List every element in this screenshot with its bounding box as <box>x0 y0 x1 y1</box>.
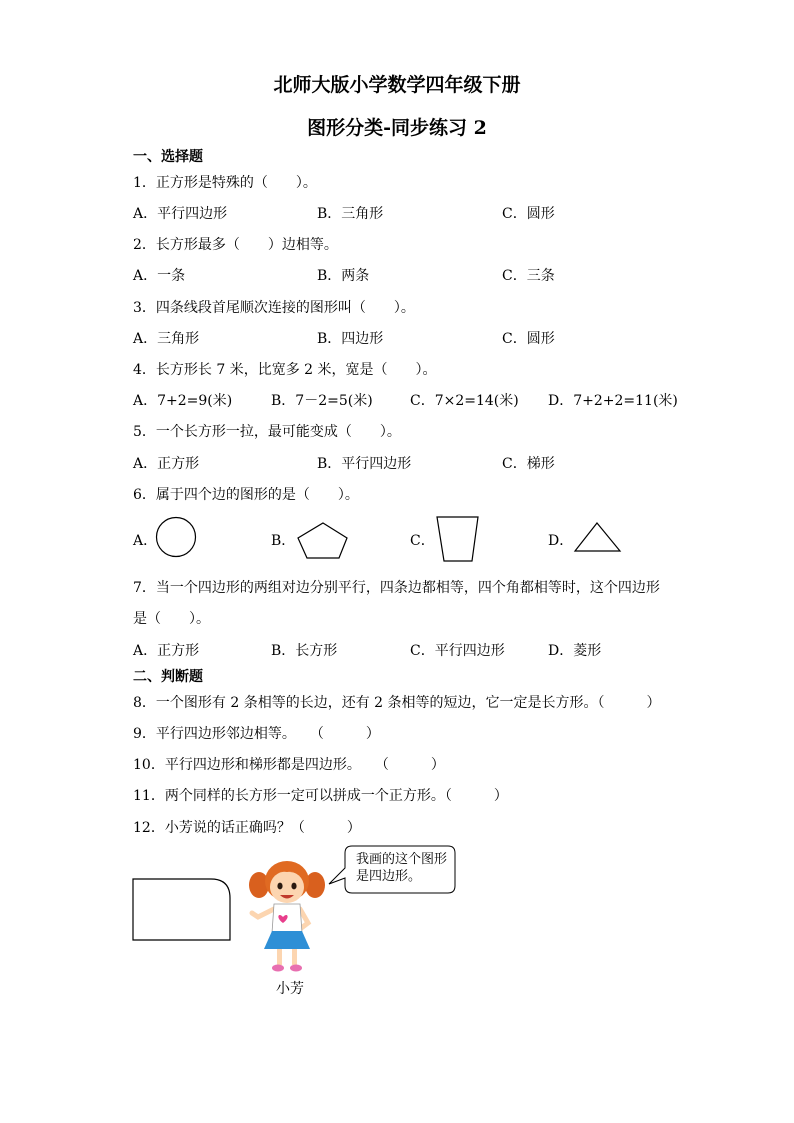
trapezoid-shape <box>435 514 481 564</box>
option-3b: B．四边形 <box>317 331 384 347</box>
option-6b-label: B． <box>271 533 296 549</box>
pentagon-shape <box>296 521 350 561</box>
section-heading-choice: 一、选择题 <box>133 149 203 165</box>
question-5: 5．一个长方形一拉，最可能变成（ ）。 <box>133 424 401 440</box>
girl-caption: 小芳 <box>276 981 304 997</box>
option-5a: A．正方形 <box>133 456 200 472</box>
option-5b: B．平行四边形 <box>317 456 412 472</box>
question-8: 8．一个图形有 2 条相等的长边，还有 2 条相等的短边，它一定是长方形。（ ） <box>133 695 661 711</box>
option-6c-label: C． <box>410 533 435 549</box>
option-7a: A．正方形 <box>133 643 200 659</box>
circle-shape <box>155 515 199 559</box>
option-2c: C．三条 <box>502 268 555 284</box>
question-6: 6．属于四个边的图形的是（ ）。 <box>133 487 359 503</box>
girl-illustration <box>246 857 328 977</box>
question-10: 10．平行四边形和梯形都是四边形。 （ ） <box>133 757 445 773</box>
option-6d-label: D． <box>548 533 574 549</box>
question-1: 1．正方形是特殊的（ ）。 <box>133 175 317 191</box>
question-9: 9．平行四边形邻边相等。 （ ） <box>133 726 380 742</box>
triangle-shape <box>573 520 623 554</box>
rounded-corner-rectangle <box>131 876 233 944</box>
option-7d: D．菱形 <box>548 643 602 659</box>
page-title: 北师大版小学数学四年级下册 <box>273 74 521 96</box>
question-3: 3．四条线段首尾顺次连接的图形叫（ ）。 <box>133 300 415 316</box>
option-5c: C．梯形 <box>502 456 555 472</box>
question-7-line1: 7．当一个四边形的两组对边分别平行，四条边都相等，四个角都相等时，这个四边形 <box>133 580 660 596</box>
question-12: 12．小芳说的话正确吗？（ ） <box>133 820 361 836</box>
option-3c: C．圆形 <box>502 331 555 347</box>
option-2a: A．一条 <box>133 268 186 284</box>
option-4c: C．7×2=14(米) <box>410 393 519 409</box>
option-3a: A．三角形 <box>133 331 200 347</box>
question-4: 4．长方形长 7 米，比宽多 2 米，宽是（ ）。 <box>133 362 437 378</box>
question-7-line2: 是（ ）。 <box>133 611 210 627</box>
option-1c: C．圆形 <box>502 206 555 222</box>
option-4d: D．7+2+2=11(米) <box>548 393 678 409</box>
option-4b: B．7－2=5(米) <box>271 393 373 409</box>
option-6a-label: A． <box>133 533 158 549</box>
option-7b: B．长方形 <box>271 643 338 659</box>
section-heading-judge: 二、判断题 <box>133 669 203 685</box>
question-2: 2．长方形最多（ ）边相等。 <box>133 237 338 253</box>
page-subtitle: 图形分类-同步练习 2 <box>307 117 487 139</box>
option-1b: B．三角形 <box>317 206 384 222</box>
question-11: 11．两个同样的长方形一定可以拼成一个正方形。（ ） <box>133 788 508 804</box>
option-1a: A．平行四边形 <box>133 206 228 222</box>
speech-text: 我画的这个图形是四边形。 <box>356 852 448 884</box>
option-7c: C．平行四边形 <box>410 643 505 659</box>
option-4a: A．7+2=9(米) <box>133 393 233 409</box>
option-2b: B．两条 <box>317 268 370 284</box>
